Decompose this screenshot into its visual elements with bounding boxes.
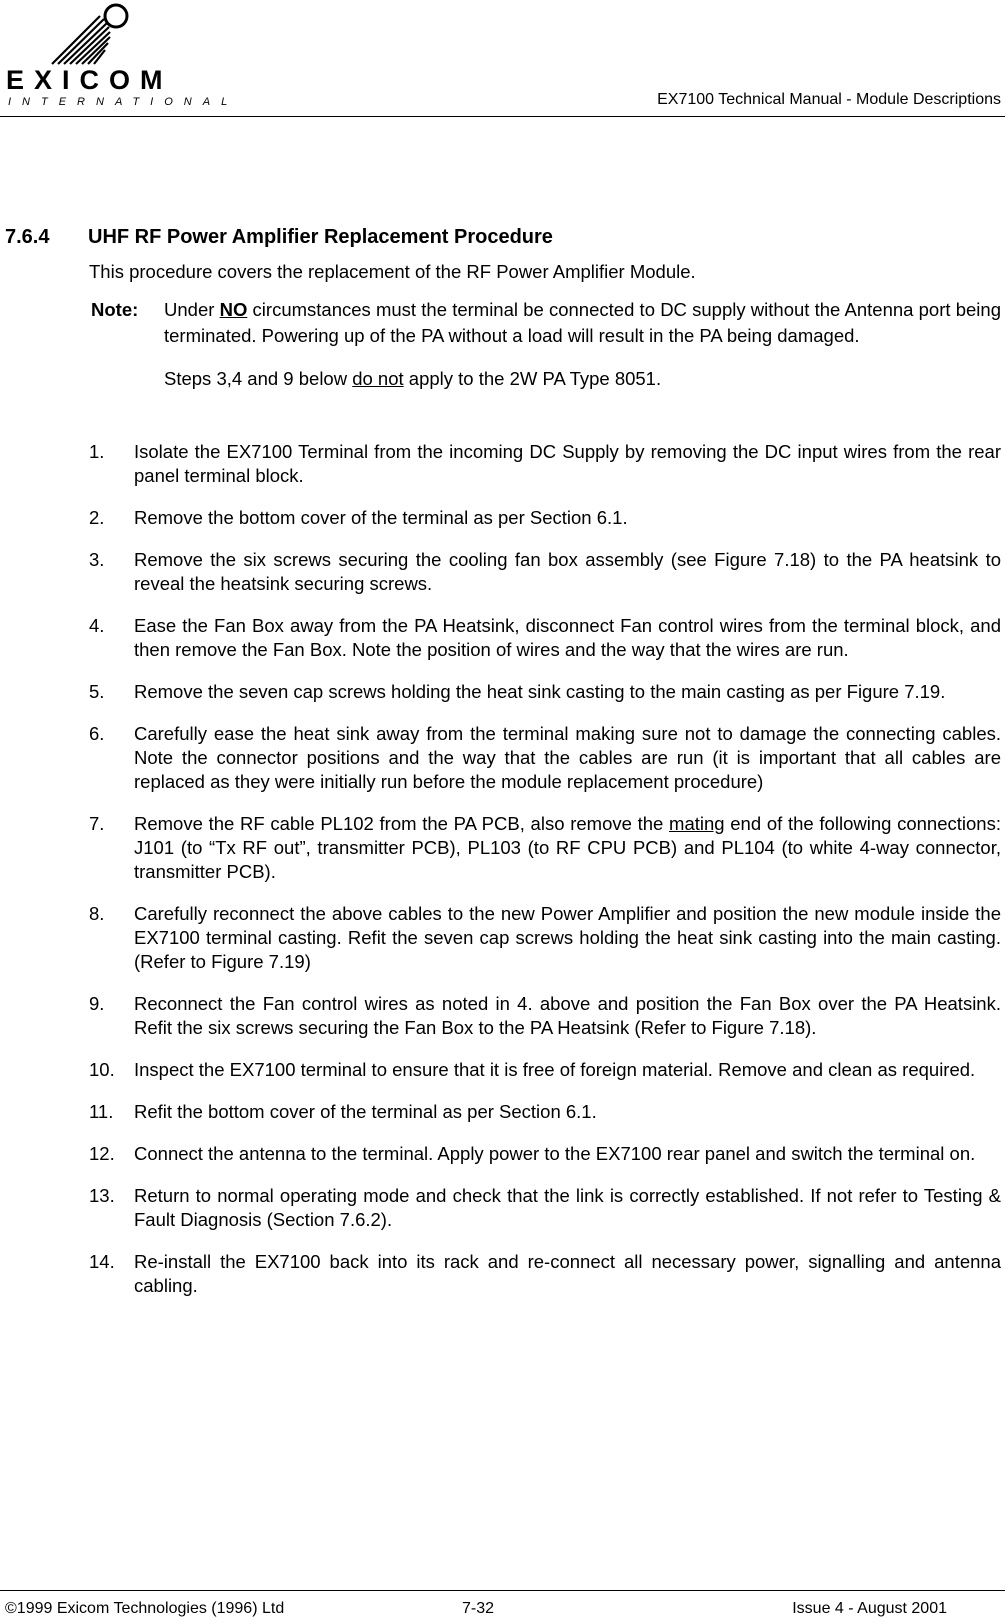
- step-text: Return to normal operating mode and check that the link is correctly established. If not refer to Testing & Fault Diagnosis (Section 7.6.2).: [134, 1185, 1001, 1230]
- note-block: [91, 297, 1001, 392]
- step-number: 13.: [89, 1185, 115, 1206]
- footer-divider: [0, 1590, 1005, 1591]
- step-item: [89, 680, 1001, 704]
- step-text: Remove the bottom cover of the terminal as per Section 6.1.: [134, 507, 628, 528]
- step-item: [89, 1184, 1001, 1232]
- note-label: Note:: [91, 299, 139, 320]
- step-number: 11.: [89, 1101, 114, 1122]
- step-number: 10.: [89, 1059, 115, 1080]
- section-number: 7.6.4: [5, 226, 50, 248]
- note-paragraph-exception: Steps 3,4 and 9 below do not apply to the 2W PA Type 8051.: [164, 368, 662, 389]
- step-text: Isolate the EX7100 Terminal from the incoming DC Supply by removing the DC input wires from the rear panel terminal block.: [134, 441, 1001, 486]
- logo-subtitle: INTERNATIONAL: [8, 96, 239, 108]
- step-item: [89, 992, 1001, 1040]
- step-number: 14.: [89, 1251, 115, 1272]
- step-number: 5.: [89, 681, 105, 702]
- step-number: 4.: [89, 615, 105, 636]
- step-text: Ease the Fan Box away from the PA Heatsink, disconnect Fan control wires from the terminal block, and then remove the Fan Box. Note the position of wires and the way that the wires are run.: [134, 615, 1001, 660]
- step-item: [89, 1142, 1001, 1166]
- step-text: Connect the antenna to the terminal. Apply power to the EX7100 rear panel and switch the terminal on.: [134, 1143, 976, 1164]
- step-number: 7.: [89, 813, 105, 834]
- step-text: Remove the RF cable PL102 from the PA PCB, also remove the mating end of the following connections: J101 (to “Tx RF out”, transmitter PCB), PL103 (to RF CPU PCB) and PL104 (to white 4-way connector, transmitter PCB).: [134, 813, 1001, 882]
- step-text: Inspect the EX7100 terminal to ensure that it is free of foreign material. Remove and clean as required.: [134, 1059, 976, 1080]
- step-number: 9.: [89, 993, 105, 1014]
- step-underline: mating: [669, 813, 725, 834]
- running-header: EX7100 Technical Manual - Module Descriptions: [657, 91, 1001, 108]
- step-item: [89, 1100, 1001, 1124]
- step-item: [89, 722, 1001, 794]
- section-intro: This procedure covers the replacement of the RF Power Amplifier Module.: [89, 261, 696, 282]
- note-emphasis: NO: [219, 299, 248, 320]
- step-text: Carefully reconnect the above cables to the new Power Amplifier and position the new module inside the EX7100 terminal casting. Refit the seven cap screws holding the heat sink casting into the main casting. (Refer to Figure 7.19): [134, 903, 1001, 972]
- step-text: Remove the seven cap screws holding the heat sink casting to the main casting as per Figure 7.19.: [134, 681, 946, 702]
- header-divider: [0, 116, 1005, 117]
- note-underline: do not: [352, 368, 404, 389]
- section-heading: [5, 226, 553, 249]
- step-item: [89, 1250, 1001, 1298]
- step-text: Refit the bottom cover of the terminal as per Section 6.1.: [134, 1101, 597, 1122]
- step-item: [89, 506, 1001, 530]
- step-text: Re-install the EX7100 back into its rack and re-connect all necessary power, signalling and antenna cabling.: [134, 1251, 1001, 1296]
- note-paragraph-warning: Under NO circumstances must the terminal be connected to DC supply without the Antenna port being terminated. Powering up of the PA without a load will result in the PA being damaged.: [164, 299, 1001, 346]
- step-text: Reconnect the Fan control wires as noted in 4. above and position the Fan Box over the PA Heatsink. Refit the six screws securing the Fan Box to the PA Heatsink (Refer to Figure 7.18).: [134, 993, 1001, 1038]
- step-number: 6.: [89, 723, 105, 744]
- step-number: 3.: [89, 549, 105, 570]
- exicom-logo: [4, 2, 239, 110]
- step-item: [89, 812, 1001, 884]
- step-number: 2.: [89, 507, 105, 528]
- step-item: [89, 902, 1001, 974]
- step-item: [89, 1058, 1001, 1082]
- logo-mark-icon: [4, 2, 174, 67]
- step-number: 8.: [89, 903, 105, 924]
- footer-issue: Issue 4 - August 2001: [792, 1600, 947, 1617]
- step-number: 1.: [89, 441, 105, 462]
- step-item: [89, 614, 1001, 662]
- step-item: [89, 440, 1001, 488]
- footer-page-number: 7-32: [462, 1600, 495, 1617]
- logo-wordmark: EXICOM: [6, 65, 173, 95]
- step-text: Carefully ease the heat sink away from the terminal making sure not to damage the connecting cables. Note the connector positions and the way that the cables are run (it is important that all cables are replaced as they were initially run before the module replacement procedure): [134, 723, 1001, 792]
- step-item: [89, 548, 1001, 596]
- footer-copyright: ©1999 Exicom Technologies (1996) Ltd: [5, 1600, 285, 1617]
- step-text: Remove the six screws securing the cooling fan box assembly (see Figure 7.18) to the PA heatsink to reveal the heatsink securing screws.: [134, 549, 1001, 594]
- step-number: 12.: [89, 1143, 115, 1164]
- section-title: UHF RF Power Amplifier Replacement Procedure: [88, 226, 553, 248]
- procedure-steps: [89, 440, 1001, 1316]
